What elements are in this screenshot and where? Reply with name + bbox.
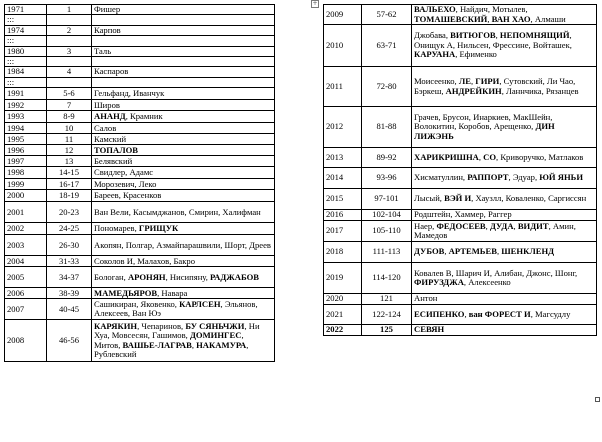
player-name: Ковалев В, Шарич И, Алибан, Джонс, Шонг,: [414, 267, 578, 278]
number-cell: 11: [47, 134, 92, 145]
year-cell: 2006: [5, 288, 47, 299]
year-cell: 2019: [324, 263, 362, 294]
year-cell: 1980: [5, 46, 47, 56]
player-name: Камский: [94, 133, 127, 144]
player-name-bold: ВАЛЬЕХО: [414, 4, 456, 15]
players-cell: [92, 256, 275, 267]
year-cell: :::: [5, 36, 47, 46]
table-row: [5, 256, 275, 267]
player-name-bold: ФИРУЗДЖА: [414, 277, 464, 287]
table-row: [5, 100, 275, 111]
players-cell: [92, 57, 275, 67]
player-name-bold: ВИДИТ: [517, 220, 549, 231]
player-name: Родштейн, Хаммер, Раггер: [414, 209, 512, 220]
number-cell: 97-101: [362, 189, 412, 210]
number-cell: 14-15: [47, 167, 92, 179]
year-cell: 2008: [5, 320, 47, 362]
player-name-bold: ЮЙ ЯНЬИ: [539, 172, 584, 183]
players-cell: [92, 223, 275, 235]
year-cell: 1993: [5, 111, 47, 123]
player-name-bold: РАДЖАБОВ: [210, 271, 260, 282]
players-cell: [92, 190, 275, 202]
year-cell: 1984: [5, 67, 47, 77]
number-cell: 114-120: [362, 263, 412, 294]
year-cell: :::: [5, 77, 47, 87]
table-row: [324, 107, 597, 148]
player-name-bold: ДОМИНГЕС: [189, 330, 242, 341]
right-table: [323, 4, 597, 336]
year-cell: 2012: [324, 107, 362, 148]
player-name-bold: ЕСИПЕНКО: [414, 308, 465, 319]
table-row: [5, 202, 275, 223]
table-row: [324, 67, 597, 107]
table-row: [324, 168, 597, 189]
player-name: , Крамник: [125, 111, 163, 122]
year-cell: 1996: [5, 145, 47, 156]
players-cell: [412, 148, 597, 168]
number-cell: 38-39: [47, 288, 92, 299]
player-name: Широв: [94, 99, 120, 110]
number-cell: 31-33: [47, 256, 92, 267]
players-cell: [92, 111, 275, 123]
player-name-bold: ван ФОРЕСТ И: [468, 308, 531, 319]
players-cell: [412, 67, 597, 107]
table-row: [5, 57, 275, 67]
player-name: Каспаров: [94, 66, 129, 77]
player-name: ,: [478, 151, 484, 162]
year-cell: 1999: [5, 179, 47, 190]
table-row: [5, 190, 275, 202]
table-row: [324, 221, 597, 242]
player-name: Белявский: [94, 155, 133, 166]
player-name: ,: [496, 246, 502, 257]
table-row: [5, 223, 275, 235]
table-move-handle-icon[interactable]: +: [312, 0, 318, 7]
left-table: [4, 4, 275, 362]
player-name: , Магсудлу: [530, 308, 571, 319]
player-name: Лысый,: [414, 193, 445, 204]
players-cell: [92, 134, 275, 145]
player-name: Грачев, Брусон, Инаркиев, МакШейн, Волокитин, Коробов, Арещенко,: [414, 111, 553, 132]
number-cell: 20-23: [47, 202, 92, 223]
players-cell: [92, 179, 275, 190]
table-row: [5, 67, 275, 77]
player-name: Салов: [94, 122, 117, 133]
player-name: Сашикиран, Яковенко,: [94, 298, 180, 309]
player-name-bold: ФЕДОСЕЕВ: [436, 220, 486, 231]
table-row: [5, 5, 275, 15]
year-cell: 2015: [324, 189, 362, 210]
player-name: , Митов,: [94, 330, 244, 350]
year-cell: 2002: [5, 223, 47, 235]
table-resize-handle-icon[interactable]: [595, 397, 600, 402]
players-cell: [92, 100, 275, 111]
table-row: [5, 15, 275, 25]
year-cell: 2021: [324, 305, 362, 325]
players-cell: [412, 294, 597, 305]
players-cell: [412, 325, 597, 336]
player-name-bold: ТОМАШЕВСКИЙ: [414, 13, 488, 24]
players-cell: [92, 288, 275, 299]
year-cell: 2000: [5, 190, 47, 202]
player-name-bold: ВЭЙ И: [444, 193, 472, 204]
year-cell: 1991: [5, 88, 47, 100]
player-name: ,: [464, 308, 469, 319]
table-row: [5, 267, 275, 288]
number-cell: 81-88: [362, 107, 412, 148]
table-row: [5, 25, 275, 35]
table-row: [5, 179, 275, 190]
table-row: [5, 111, 275, 123]
players-cell: [92, 15, 275, 25]
player-name-bold: АРТЕМЬЕВ: [448, 246, 497, 257]
table-row: [5, 134, 275, 145]
player-name-bold: НАКАМУРА: [196, 339, 247, 350]
year-cell: 1994: [5, 123, 47, 134]
players-cell: [412, 242, 597, 263]
table-row: [324, 294, 597, 305]
number-cell: 63-71: [362, 25, 412, 67]
table-row: [5, 156, 275, 167]
year-cell: 2010: [324, 25, 362, 67]
player-name: Таль: [94, 46, 112, 56]
year-cell: 2011: [324, 67, 362, 107]
player-name-bold: ТОПАЛОВ: [94, 144, 139, 155]
player-name: , Эльянов, Алексеев, Ван Юэ: [94, 298, 258, 319]
player-name: Акопян, Полгар, Азмайпарашвили, Шорт, Дреев: [94, 239, 271, 250]
number-cell: 7: [47, 100, 92, 111]
number-cell: 13: [47, 156, 92, 167]
player-name-bold: ГРИЩУК: [138, 223, 179, 234]
players-cell: [412, 107, 597, 148]
year-cell: 2014: [324, 168, 362, 189]
players-cell: [412, 5, 597, 25]
player-name: , Сутовский, Ли Чао, Бэркеш,: [414, 76, 576, 96]
year-cell: 2022: [324, 325, 362, 336]
number-cell: 46-56: [47, 320, 92, 362]
player-name: Ван Вели, Касымджанов, Смирин, Халифман: [94, 206, 261, 217]
player-name: Соколов И, Малахов, Бакро: [94, 255, 196, 266]
players-cell: [92, 25, 275, 35]
number-cell: 40-45: [47, 299, 92, 320]
year-cell: 2018: [324, 242, 362, 263]
number-cell: 89-92: [362, 148, 412, 168]
player-name-bold: АНДРЕЙКИН: [445, 85, 502, 96]
player-name: , Найдич, Мотылев,: [455, 4, 528, 15]
number-cell: 72-80: [362, 67, 412, 107]
player-name: ,: [513, 220, 518, 231]
players-cell: [92, 299, 275, 320]
player-name-bold: РАППОРТ: [467, 172, 509, 183]
player-name: , Онищук А, Нильсен, Фрессине, Войташек,: [414, 30, 572, 50]
player-name: , Чепаринов,: [137, 320, 186, 331]
players-cell: [412, 189, 597, 210]
player-name: ,: [487, 13, 492, 24]
number-cell: 8-9: [47, 111, 92, 123]
player-name-bold: ВАШЬЕ-ЛАГРАВ: [122, 339, 192, 350]
player-name: ,: [470, 76, 476, 87]
players-cell: [92, 167, 275, 179]
player-name: Антон: [414, 293, 438, 304]
number-cell: 1: [47, 5, 92, 15]
player-name-bold: АНАНД: [94, 111, 126, 122]
table-row: [5, 288, 275, 299]
year-cell: 1998: [5, 167, 47, 179]
player-name: Хисматуллин,: [414, 172, 468, 183]
player-name: , Эдуар,: [508, 172, 540, 183]
player-name-bold: ХАРИКРИШНА: [414, 151, 479, 162]
players-cell: [92, 77, 275, 87]
player-name: Морозевич, Леко: [94, 178, 157, 189]
player-name: Наер,: [414, 220, 437, 231]
table-row: [324, 210, 597, 221]
player-name-bold: ШЕНКЛЕНД: [501, 246, 555, 257]
player-name-bold: КАРУАНА: [414, 49, 456, 60]
player-name-bold: ЛЕ: [458, 76, 471, 87]
number-cell: 5-6: [47, 88, 92, 100]
player-name: , Алмаши: [530, 13, 566, 24]
players-cell: [92, 235, 275, 256]
player-name: Пономарев,: [94, 223, 139, 234]
year-cell: 2013: [324, 148, 362, 168]
table-row: [5, 235, 275, 256]
table-row: [324, 325, 597, 336]
table-row: [324, 25, 597, 67]
player-name: Карпов: [94, 25, 121, 35]
table-row: [5, 36, 275, 46]
player-name: ,: [444, 246, 449, 257]
player-name: ,: [485, 220, 490, 231]
table-row: [5, 320, 275, 362]
year-cell: 1992: [5, 100, 47, 111]
year-cell: :::: [5, 57, 47, 67]
number-cell: 3: [47, 46, 92, 56]
player-name-bold: ГИРИ: [475, 76, 500, 87]
player-name: , Ефименко: [455, 49, 497, 60]
player-name: , Рублевский: [94, 339, 249, 360]
table-row: [5, 299, 275, 320]
player-name-bold: КАРЯКИН: [94, 320, 138, 331]
year-cell: 2020: [324, 294, 362, 305]
player-name: , Ланнчика, Рязанцев: [501, 85, 579, 96]
player-name: Свидлер, Адамс: [94, 167, 154, 178]
player-name: Фишер: [94, 4, 121, 14]
player-name: Бологан,: [94, 271, 128, 282]
player-name: Гельфанд, Иванчук: [94, 88, 165, 99]
table-row: [324, 242, 597, 263]
number-cell: [47, 77, 92, 87]
number-cell: 34-37: [47, 267, 92, 288]
player-name: , Амин, Мамедов: [414, 220, 576, 240]
players-cell: [92, 5, 275, 15]
year-cell: 2007: [5, 299, 47, 320]
year-cell: 1974: [5, 25, 47, 35]
player-name-bold: ВИТЮГОВ: [450, 30, 496, 41]
player-name-bold: СО: [483, 151, 497, 162]
number-cell: 105-110: [362, 221, 412, 242]
players-cell: [92, 320, 275, 362]
player-name-bold: АРОНЯН: [127, 271, 166, 282]
number-cell: 122-124: [362, 305, 412, 325]
player-name-bold: ДУБОВ: [414, 246, 445, 257]
year-cell: :::: [5, 15, 47, 25]
player-name: , Хаузлл, Коваленко, Саргиссян: [471, 193, 587, 204]
table-row: [5, 145, 275, 156]
number-cell: [47, 36, 92, 46]
table-row: [324, 263, 597, 294]
player-name: , Ни Хуа, Мовсесян, Гашимов,: [94, 320, 260, 341]
player-name-bold: БУ СЯНЬЧЖИ: [185, 320, 245, 331]
number-cell: 2: [47, 25, 92, 35]
table-row: [5, 77, 275, 87]
number-cell: 26-30: [47, 235, 92, 256]
number-cell: 125: [362, 325, 412, 336]
player-name: , Алексеенко: [463, 277, 511, 287]
year-cell: 1995: [5, 134, 47, 145]
year-cell: 2017: [324, 221, 362, 242]
table-row: [324, 148, 597, 168]
number-cell: 121: [362, 294, 412, 305]
player-name: ,: [495, 30, 500, 41]
table-row: [324, 189, 597, 210]
players-cell: [92, 145, 275, 156]
players-cell: [92, 36, 275, 46]
players-cell: [412, 263, 597, 294]
players-cell: [412, 221, 597, 242]
table-row: [5, 88, 275, 100]
player-name-bold: КАРЛСЕН: [179, 298, 221, 309]
number-cell: 111-113: [362, 242, 412, 263]
player-name: , Криворучко, Матлаков: [496, 151, 584, 162]
number-cell: 24-25: [47, 223, 92, 235]
player-name-bold: СЕВЯН: [414, 324, 445, 335]
players-cell: [412, 305, 597, 325]
player-name-bold: МАМЕДЬЯРОВ: [94, 287, 158, 298]
year-cell: 1971: [5, 5, 47, 15]
year-cell: 2009: [324, 5, 362, 25]
player-name: , Навара: [157, 287, 188, 298]
player-name: Бареев, Красенков: [94, 190, 162, 201]
year-cell: 2005: [5, 267, 47, 288]
player-name: Моисеенко,: [414, 76, 459, 87]
player-name: Джобава,: [414, 30, 451, 41]
table-row: [5, 167, 275, 179]
number-cell: 18-19: [47, 190, 92, 202]
number-cell: 57-62: [362, 5, 412, 25]
table-row: [324, 5, 597, 25]
number-cell: 4: [47, 67, 92, 77]
player-name-bold: НЕПОМНЯЩИЙ: [499, 30, 570, 41]
number-cell: 10: [47, 123, 92, 134]
number-cell: 93-96: [362, 168, 412, 189]
players-cell: [92, 67, 275, 77]
number-cell: [47, 57, 92, 67]
year-cell: 2004: [5, 256, 47, 267]
number-cell: [47, 15, 92, 25]
players-cell: [92, 46, 275, 56]
player-name-bold: ДИН ЛИЖЭНЬ: [414, 121, 555, 141]
number-cell: 16-17: [47, 179, 92, 190]
player-name-bold: ДУДА: [489, 220, 514, 231]
players-cell: [412, 168, 597, 189]
year-cell: 2003: [5, 235, 47, 256]
table-row: [5, 123, 275, 134]
players-cell: [92, 156, 275, 167]
players-cell: [92, 267, 275, 288]
table-row: [324, 305, 597, 325]
players-cell: [92, 88, 275, 100]
number-cell: 102-104: [362, 210, 412, 221]
players-cell: [412, 25, 597, 67]
year-cell: 2001: [5, 202, 47, 223]
year-cell: 2016: [324, 210, 362, 221]
player-name-bold: ВАН ХАО: [491, 13, 531, 24]
players-cell: [412, 210, 597, 221]
players-cell: [92, 123, 275, 134]
year-cell: 1997: [5, 156, 47, 167]
players-cell: [92, 202, 275, 223]
number-cell: 12: [47, 145, 92, 156]
player-name: , Нисипяну,: [165, 271, 211, 282]
table-row: [5, 46, 275, 56]
player-name: ,: [191, 339, 197, 350]
